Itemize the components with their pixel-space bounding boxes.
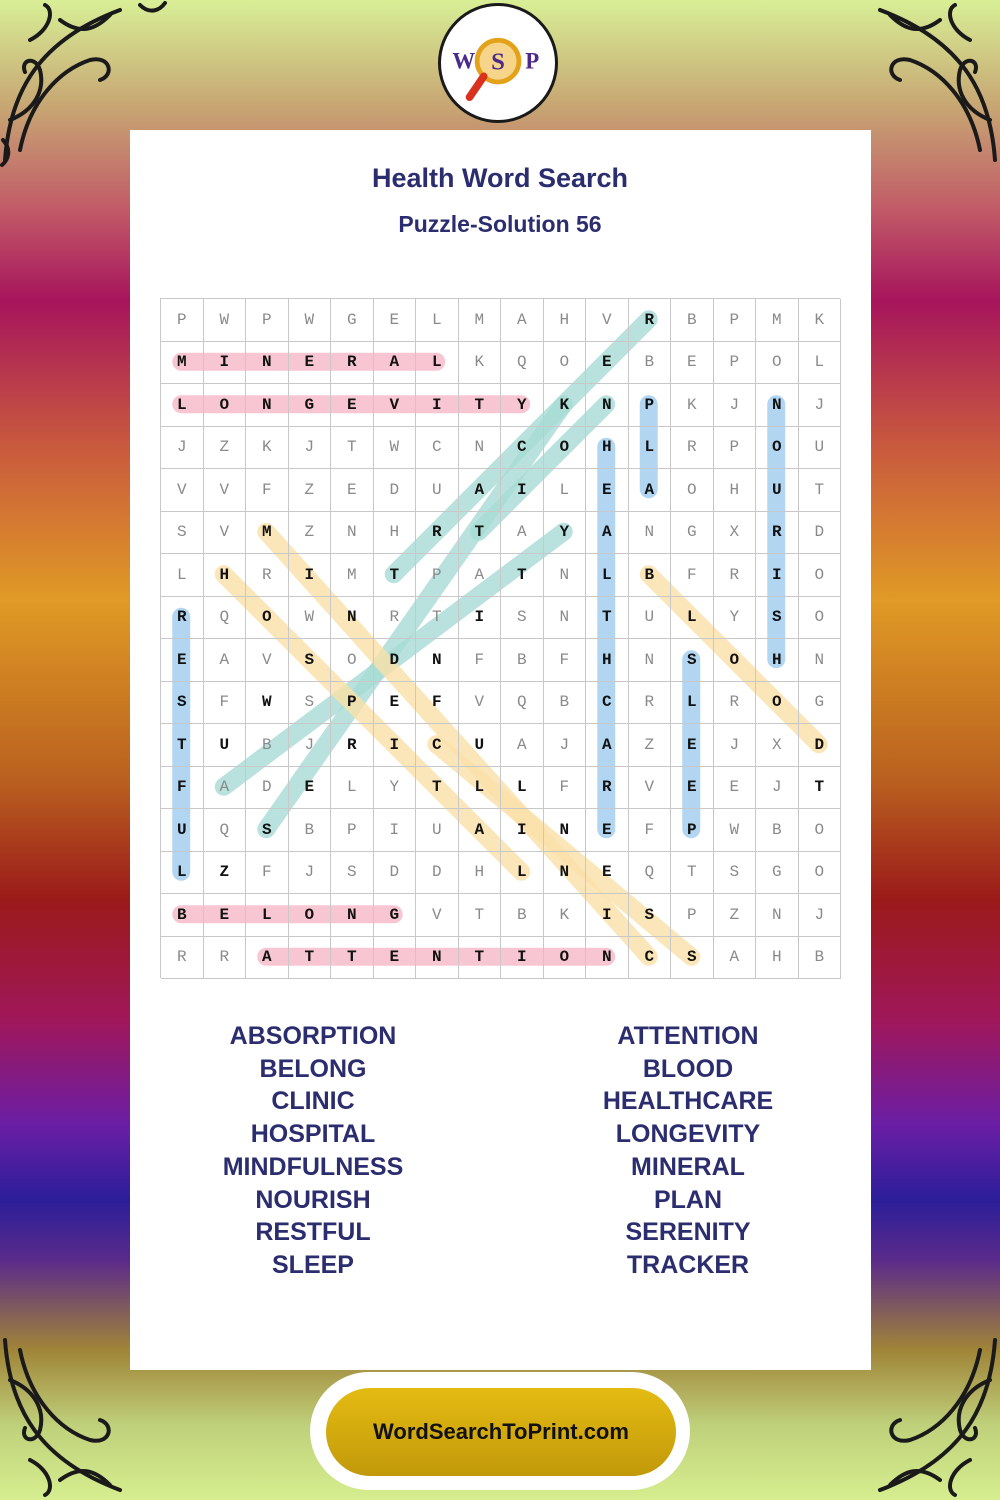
grid-cell[interactable]: M	[756, 299, 799, 342]
grid-cell[interactable]: C	[416, 724, 459, 767]
grid-cell[interactable]: E	[161, 639, 204, 682]
grid-cell[interactable]: F	[246, 852, 289, 895]
grid-cell[interactable]: U	[416, 469, 459, 512]
grid-cell[interactable]: W	[289, 597, 332, 640]
grid-cell[interactable]: G	[799, 682, 842, 725]
grid-cell[interactable]: I	[586, 894, 629, 937]
grid-cell[interactable]: L	[671, 682, 714, 725]
grid-cell[interactable]: N	[629, 512, 672, 555]
grid-cell[interactable]: P	[331, 809, 374, 852]
grid-cell[interactable]: T	[331, 427, 374, 470]
grid-cell[interactable]: A	[459, 809, 502, 852]
grid-cell[interactable]: N	[331, 512, 374, 555]
grid-cell[interactable]: F	[544, 639, 587, 682]
grid-cell[interactable]: B	[161, 894, 204, 937]
grid-cell[interactable]: P	[671, 894, 714, 937]
grid-cell[interactable]: Y	[714, 597, 757, 640]
grid-cell[interactable]: E	[289, 767, 332, 810]
grid-cell[interactable]: J	[289, 427, 332, 470]
grid-cell[interactable]: D	[799, 512, 842, 555]
grid-cell[interactable]: F	[459, 639, 502, 682]
grid-cell[interactable]: E	[289, 342, 332, 385]
logo-letter-w: W	[452, 48, 476, 74]
grid-cell[interactable]: N	[416, 639, 459, 682]
grid-cell[interactable]: W	[374, 427, 417, 470]
word-list-item: NOURISH	[255, 1185, 371, 1214]
grid-cell[interactable]: F	[161, 767, 204, 810]
grid-cell[interactable]: W	[246, 682, 289, 725]
grid-cell[interactable]: B	[246, 724, 289, 767]
grid-cell[interactable]: R	[331, 724, 374, 767]
grid-cell[interactable]: F	[246, 469, 289, 512]
grid-cell[interactable]: T	[501, 554, 544, 597]
grid-cell[interactable]: F	[544, 767, 587, 810]
grid-cell[interactable]: J	[799, 384, 842, 427]
grid-cell[interactable]: V	[586, 299, 629, 342]
grid-cell[interactable]: N	[756, 384, 799, 427]
grid-cell[interactable]: X	[756, 724, 799, 767]
grid-cell[interactable]: G	[671, 512, 714, 555]
grid-cell[interactable]: E	[374, 937, 417, 980]
grid-cell[interactable]: O	[799, 597, 842, 640]
logo-letter-p: P	[525, 48, 540, 74]
grid-cell[interactable]: R	[204, 937, 247, 980]
word-list-item: TRACKER	[626, 1250, 750, 1279]
grid-cell[interactable]: J	[161, 427, 204, 470]
grid-cell[interactable]: Y	[501, 384, 544, 427]
grid-cell[interactable]: T	[374, 554, 417, 597]
grid-cell[interactable]: D	[799, 724, 842, 767]
grid-cell[interactable]: A	[204, 639, 247, 682]
word-list-item: CLINIC	[271, 1087, 355, 1116]
grid-cell[interactable]: R	[671, 427, 714, 470]
grid-cell[interactable]: U	[204, 724, 247, 767]
grid-cell[interactable]: S	[161, 682, 204, 725]
grid-cell[interactable]: E	[331, 469, 374, 512]
grid-cell[interactable]: I	[416, 384, 459, 427]
grid-cell[interactable]: O	[756, 342, 799, 385]
grid-cell[interactable]: U	[629, 597, 672, 640]
grid-cell[interactable]: P	[161, 299, 204, 342]
grid-cell[interactable]: J	[714, 384, 757, 427]
grid-cell[interactable]: E	[671, 724, 714, 767]
grid-cell[interactable]: L	[416, 299, 459, 342]
word-list-item: ABSORPTION	[229, 1022, 397, 1050]
grid-cell[interactable]: O	[799, 852, 842, 895]
grid-cell[interactable]: S	[629, 894, 672, 937]
grid-cell[interactable]: A	[246, 937, 289, 980]
grid-cell[interactable]: N	[544, 597, 587, 640]
grid-cell[interactable]: J	[289, 852, 332, 895]
grid-cell[interactable]: G	[756, 852, 799, 895]
grid-cell[interactable]: Q	[501, 342, 544, 385]
grid-cell[interactable]: H	[586, 639, 629, 682]
grid-cell[interactable]: I	[204, 342, 247, 385]
grid-cell[interactable]: N	[416, 937, 459, 980]
grid-cell[interactable]: L	[246, 894, 289, 937]
grid-cell[interactable]: I	[501, 809, 544, 852]
grid-cell[interactable]: I	[374, 809, 417, 852]
grid-cell[interactable]: V	[204, 512, 247, 555]
word-list-item: SERENITY	[625, 1218, 751, 1247]
grid-cell[interactable]: F	[671, 554, 714, 597]
grid-cell[interactable]: I	[289, 554, 332, 597]
grid-cell[interactable]: V	[374, 384, 417, 427]
grid-cell[interactable]: D	[374, 469, 417, 512]
grid-cell[interactable]: L	[161, 852, 204, 895]
grid-cell[interactable]: N	[331, 894, 374, 937]
grid-cell[interactable]: O	[246, 597, 289, 640]
grid-cell[interactable]: I	[501, 937, 544, 980]
grid-cell[interactable]: P	[416, 554, 459, 597]
grid-cell[interactable]: N	[629, 639, 672, 682]
grid-cell[interactable]: B	[501, 894, 544, 937]
grid-cell[interactable]: V	[246, 639, 289, 682]
grid-cell[interactable]: P	[714, 427, 757, 470]
grid-cell[interactable]: C	[416, 427, 459, 470]
grid-cell[interactable]: K	[671, 384, 714, 427]
grid-cell[interactable]: R	[331, 342, 374, 385]
grid-cell[interactable]: Z	[289, 469, 332, 512]
grid-cell[interactable]: Z	[629, 724, 672, 767]
grid-cell[interactable]: R	[246, 554, 289, 597]
grid-cell[interactable]: K	[246, 427, 289, 470]
grid-cell[interactable]: H	[586, 427, 629, 470]
grid-cell[interactable]: E	[586, 469, 629, 512]
grid-cell[interactable]: S	[671, 937, 714, 980]
grid-cell[interactable]: J	[714, 724, 757, 767]
grid-cell[interactable]: E	[586, 342, 629, 385]
grid-cell[interactable]: S	[161, 512, 204, 555]
grid-cell[interactable]: E	[714, 767, 757, 810]
grid-cell[interactable]: J	[544, 724, 587, 767]
grid-cell[interactable]: R	[714, 682, 757, 725]
grid-cell[interactable]: P	[671, 809, 714, 852]
grid-cell[interactable]: O	[331, 639, 374, 682]
grid-cell[interactable]: H	[756, 639, 799, 682]
grid-cell[interactable]: W	[204, 299, 247, 342]
grid-cell[interactable]: R	[161, 937, 204, 980]
grid-cell[interactable]: M	[459, 299, 502, 342]
wsp-logo[interactable]	[438, 3, 558, 123]
grid-cell[interactable]: L	[161, 554, 204, 597]
grid-cell[interactable]: U	[459, 724, 502, 767]
grid-cell[interactable]: M	[161, 342, 204, 385]
grid-cell[interactable]: V	[161, 469, 204, 512]
grid-cell[interactable]: K	[544, 894, 587, 937]
word-list-item: MINDFULNESS	[222, 1152, 404, 1181]
grid-cell[interactable]: M	[246, 512, 289, 555]
grid-cell[interactable]: H	[756, 937, 799, 980]
grid-cell[interactable]: N	[246, 342, 289, 385]
grid-cell[interactable]: B	[671, 299, 714, 342]
grid-cell[interactable]: S	[756, 597, 799, 640]
grid-cell[interactable]: G	[289, 384, 332, 427]
grid-cell[interactable]: L	[161, 384, 204, 427]
grid-cell[interactable]: H	[544, 299, 587, 342]
grid-cell[interactable]: S	[671, 639, 714, 682]
grid-cell[interactable]: C	[629, 937, 672, 980]
grid-cell[interactable]: T	[416, 767, 459, 810]
grid-cell[interactable]: V	[459, 682, 502, 725]
grid-cell[interactable]: S	[331, 852, 374, 895]
grid-cell[interactable]: N	[756, 894, 799, 937]
grid-cell[interactable]: G	[374, 894, 417, 937]
grid-cell[interactable]: L	[544, 469, 587, 512]
grid-cell[interactable]: T	[459, 937, 502, 980]
grid-cell[interactable]: R	[374, 597, 417, 640]
grid-cell[interactable]: L	[459, 767, 502, 810]
grid-cell[interactable]: L	[501, 852, 544, 895]
grid-cell[interactable]: T	[459, 512, 502, 555]
grid-cell[interactable]: N	[459, 427, 502, 470]
grid-cell[interactable]: O	[671, 469, 714, 512]
grid-cell[interactable]: G	[331, 299, 374, 342]
word-list-item: BELONG	[259, 1054, 367, 1083]
grid-cell[interactable]: U	[756, 469, 799, 512]
word-list-item: HOSPITAL	[250, 1120, 376, 1149]
word-list-item: SLEEP	[272, 1250, 354, 1279]
grid-cell[interactable]: O	[799, 809, 842, 852]
grid-cell[interactable]: E	[331, 384, 374, 427]
grid-cell[interactable]: A	[586, 724, 629, 767]
grid-cell[interactable]: Z	[204, 852, 247, 895]
grid-cell[interactable]: O	[204, 384, 247, 427]
grid-cell[interactable]: J	[799, 894, 842, 937]
word-list-item: BLOOD	[642, 1054, 734, 1083]
grid-cell[interactable]: A	[586, 512, 629, 555]
grid-cell[interactable]: O	[544, 937, 587, 980]
grid-cell[interactable]: N	[586, 384, 629, 427]
grid-cell[interactable]: H	[374, 512, 417, 555]
letter-grid	[160, 298, 840, 978]
grid-cell[interactable]: T	[799, 469, 842, 512]
grid-cell[interactable]: R	[629, 299, 672, 342]
grid-cell[interactable]: H	[714, 469, 757, 512]
grid-cell[interactable]: F	[629, 809, 672, 852]
grid-cell[interactable]: S	[289, 682, 332, 725]
grid-cell[interactable]: E	[586, 852, 629, 895]
grid-cell[interactable]: B	[544, 682, 587, 725]
grid-cell[interactable]: L	[331, 767, 374, 810]
grid-cell[interactable]: U	[416, 809, 459, 852]
grid-cell[interactable]: R	[756, 512, 799, 555]
grid-cell[interactable]: R	[629, 682, 672, 725]
grid-cell[interactable]: E	[671, 767, 714, 810]
word-list-right	[518, 1020, 858, 1282]
grid-cell[interactable]: C	[586, 682, 629, 725]
word-list-item: PLAN	[653, 1185, 723, 1214]
grid-cell[interactable]: C	[501, 427, 544, 470]
logo-letter-s: S	[491, 48, 505, 76]
grid-cell[interactable]: S	[714, 852, 757, 895]
grid-cell[interactable]: X	[714, 512, 757, 555]
grid-cell[interactable]: Q	[204, 809, 247, 852]
grid-cell[interactable]: O	[714, 639, 757, 682]
grid-cell[interactable]: R	[416, 512, 459, 555]
grid-cell[interactable]: K	[459, 342, 502, 385]
grid-cell[interactable]: R	[714, 554, 757, 597]
grid-cell[interactable]: B	[756, 809, 799, 852]
grid-cell[interactable]: I	[756, 554, 799, 597]
page-title: Health Word Search	[371, 163, 629, 193]
grid-cell[interactable]: T	[289, 937, 332, 980]
grid-cell[interactable]: L	[501, 767, 544, 810]
grid-cell[interactable]: N	[586, 937, 629, 980]
grid-cell[interactable]: V	[416, 894, 459, 937]
grid-cell[interactable]: Y	[374, 767, 417, 810]
grid-cell[interactable]: O	[544, 427, 587, 470]
grid-cell[interactable]: E	[374, 299, 417, 342]
grid-cell[interactable]: T	[586, 597, 629, 640]
word-list-item: LONGEVITY	[615, 1120, 761, 1149]
word-list-item: RESTFUL	[255, 1218, 371, 1247]
grid-cell[interactable]: V	[629, 767, 672, 810]
grid-cell[interactable]: F	[204, 682, 247, 725]
grid-cell[interactable]: T	[416, 597, 459, 640]
grid-cell[interactable]: P	[246, 299, 289, 342]
grid-cell[interactable]: J	[289, 724, 332, 767]
grid-cell[interactable]: E	[204, 894, 247, 937]
grid-cell[interactable]: H	[204, 554, 247, 597]
grid-cell[interactable]: U	[799, 427, 842, 470]
grid-cell[interactable]: T	[161, 724, 204, 767]
grid-cell[interactable]: R	[586, 767, 629, 810]
grid-cell[interactable]: O	[544, 342, 587, 385]
grid-cell[interactable]: N	[544, 809, 587, 852]
grid-cell[interactable]: Q	[629, 852, 672, 895]
grid-cell[interactable]: U	[161, 809, 204, 852]
grid-cell[interactable]: T	[331, 937, 374, 980]
grid-cell[interactable]: W	[714, 809, 757, 852]
grid-cell[interactable]: L	[629, 427, 672, 470]
grid-cell[interactable]: A	[501, 299, 544, 342]
grid-cell[interactable]: A	[501, 724, 544, 767]
grid-cell[interactable]: O	[756, 427, 799, 470]
grid-cell[interactable]: I	[374, 724, 417, 767]
grid-cell[interactable]: P	[714, 299, 757, 342]
grid-cell[interactable]: R	[161, 597, 204, 640]
grid-cell[interactable]: B	[501, 639, 544, 682]
grid-cell[interactable]: A	[501, 512, 544, 555]
grid-cell[interactable]: Q	[501, 682, 544, 725]
grid-cell[interactable]: N	[246, 384, 289, 427]
grid-cell[interactable]: F	[416, 682, 459, 725]
grid-cell[interactable]: L	[799, 342, 842, 385]
grid-cell[interactable]: Z	[289, 512, 332, 555]
grid-cell[interactable]: D	[246, 767, 289, 810]
grid-cell[interactable]: W	[289, 299, 332, 342]
grid-cell[interactable]: N	[544, 852, 587, 895]
grid-cell[interactable]: O	[289, 894, 332, 937]
grid-cell[interactable]: E	[374, 682, 417, 725]
grid-cell[interactable]: B	[629, 342, 672, 385]
grid-cell[interactable]: A	[459, 469, 502, 512]
grid-cell[interactable]: H	[459, 852, 502, 895]
grid-cell[interactable]: Y	[544, 512, 587, 555]
grid-cell[interactable]: A	[459, 554, 502, 597]
grid-cell[interactable]: J	[756, 767, 799, 810]
grid-cell[interactable]: A	[629, 469, 672, 512]
grid-cell[interactable]: Z	[204, 427, 247, 470]
grid-cell[interactable]: N	[331, 597, 374, 640]
grid-cell[interactable]: S	[246, 809, 289, 852]
grid-cell[interactable]: B	[629, 554, 672, 597]
grid-cell[interactable]: M	[331, 554, 374, 597]
word-list-item: MINERAL	[631, 1152, 745, 1181]
grid-cell[interactable]: S	[501, 597, 544, 640]
grid-cell[interactable]: L	[671, 597, 714, 640]
grid-cell[interactable]: S	[289, 639, 332, 682]
word-list-item: ATTENTION	[617, 1022, 759, 1050]
grid-cell[interactable]: K	[544, 384, 587, 427]
grid-cell[interactable]: N	[799, 639, 842, 682]
grid-cell[interactable]: D	[374, 639, 417, 682]
word-list-left	[143, 1020, 483, 1282]
grid-cell[interactable]: O	[799, 554, 842, 597]
grid-cell[interactable]: A	[374, 342, 417, 385]
grid-cell[interactable]: O	[756, 682, 799, 725]
grid-cell[interactable]: P	[714, 342, 757, 385]
page-subtitle: Puzzle-Solution 56	[398, 211, 602, 237]
grid-cell[interactable]: D	[374, 852, 417, 895]
grid-cell[interactable]: T	[671, 852, 714, 895]
grid-cell[interactable]: B	[799, 937, 842, 980]
grid-cell[interactable]: D	[416, 852, 459, 895]
grid-cell[interactable]: E	[586, 809, 629, 852]
grid-cell[interactable]: Q	[204, 597, 247, 640]
grid-cell[interactable]: Z	[714, 894, 757, 937]
grid-cell[interactable]: P	[629, 384, 672, 427]
grid-cell[interactable]: L	[416, 342, 459, 385]
grid-cell[interactable]: T	[459, 894, 502, 937]
grid-cell[interactable]: A	[204, 767, 247, 810]
grid-cell[interactable]: B	[289, 809, 332, 852]
grid-cell[interactable]: P	[331, 682, 374, 725]
grid-cell[interactable]: T	[799, 767, 842, 810]
grid-cell[interactable]: A	[714, 937, 757, 980]
grid-cell[interactable]: V	[204, 469, 247, 512]
grid-cell[interactable]: L	[586, 554, 629, 597]
grid-cell[interactable]: I	[459, 597, 502, 640]
grid-cell[interactable]: I	[501, 469, 544, 512]
grid-cell[interactable]: T	[459, 384, 502, 427]
grid-cell[interactable]: K	[799, 299, 842, 342]
grid-cell[interactable]: E	[671, 342, 714, 385]
grid-cell[interactable]: N	[544, 554, 587, 597]
word-list-item: HEALTHCARE	[602, 1087, 774, 1116]
website-link[interactable]: WordSearchToPrint.com	[326, 1388, 676, 1476]
